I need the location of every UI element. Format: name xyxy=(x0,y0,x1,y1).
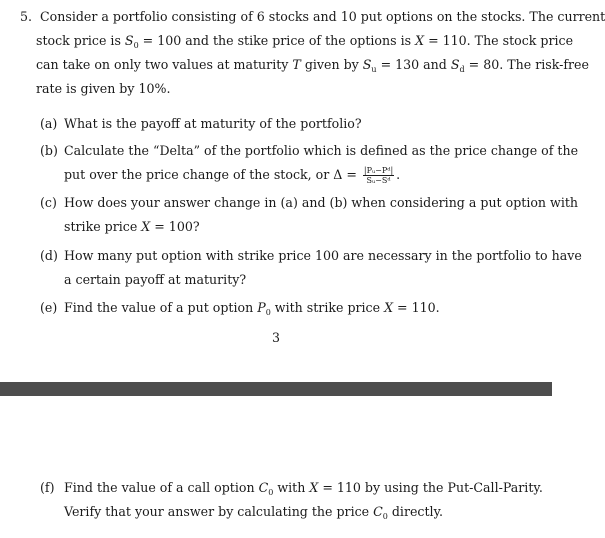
var-x: X xyxy=(309,480,319,495)
fraction-numerator: |Pᵤ−Pᵈ| xyxy=(363,166,394,175)
question-text: Calculate the “Delta” of the portfolio which is defined as the price change of the xyxy=(64,143,579,158)
var-x: X xyxy=(415,33,425,48)
var-t: T xyxy=(292,57,301,72)
sub-u: u xyxy=(371,65,377,74)
question-e xyxy=(40,296,524,320)
question-text: = 110. xyxy=(393,300,440,315)
problem-line-2 xyxy=(20,29,574,53)
question-body xyxy=(64,244,582,292)
question-text: a certain payoff at maturity? xyxy=(64,272,247,287)
question-text-line2 xyxy=(64,215,524,239)
question-label: (b) xyxy=(40,143,58,158)
problem-text-3c: = 130 and xyxy=(376,57,451,72)
question-text-line2 xyxy=(64,163,524,187)
sub-0: 0 xyxy=(382,512,388,521)
var-x: X xyxy=(141,219,151,234)
var-p: P xyxy=(257,300,266,315)
var-s: S xyxy=(124,33,134,48)
question-body xyxy=(64,191,579,239)
question-text: = 110 by using the Put-Call-Parity. xyxy=(318,480,543,495)
question-f xyxy=(40,476,543,524)
problem-text-2c: = 110. The stock price xyxy=(424,33,574,48)
question-b xyxy=(40,139,579,187)
question-a xyxy=(40,112,524,136)
question-label: (e) xyxy=(40,300,58,315)
question-body xyxy=(64,139,579,187)
var-c: C xyxy=(258,480,269,495)
question-label: (a) xyxy=(40,116,58,131)
page-number: 3 xyxy=(271,330,280,345)
problem-text-2a: stock price is xyxy=(36,33,125,48)
sub-0: 0 xyxy=(133,41,139,50)
problem-text-4: rate is given by 10%. xyxy=(36,81,171,96)
question-text-line2 xyxy=(64,500,524,524)
problem-line-1 xyxy=(20,5,605,29)
question-text: What is the payoff at maturity of the portfolio? xyxy=(64,116,362,131)
sub-0: 0 xyxy=(268,488,274,497)
page-bottom xyxy=(0,396,552,538)
question-text: Verify that your answer by calculating the price xyxy=(64,504,374,519)
question-text-line xyxy=(64,296,524,320)
problem-line-3 xyxy=(20,53,589,77)
question-c xyxy=(40,191,579,239)
problem-line-4 xyxy=(20,77,524,101)
question-text: . xyxy=(396,167,401,182)
var-su: S xyxy=(362,57,372,72)
problem-text-1: Consider a portfolio consisting of 6 stocks and 10 put options on the stocks. The current xyxy=(40,9,605,24)
sub-d: d xyxy=(459,65,465,74)
question-text: with strike price xyxy=(270,300,385,315)
problem-statement xyxy=(20,5,605,101)
question-label: (d) xyxy=(40,248,58,263)
sub-0: 0 xyxy=(265,308,271,317)
question-text: directly. xyxy=(387,504,444,519)
question-text: strike price xyxy=(64,219,142,234)
var-sd: S xyxy=(450,57,460,72)
problem-number: 5. xyxy=(20,9,33,24)
problem-text-3b: given by xyxy=(300,57,363,72)
question-text: Find the value of a call option xyxy=(64,480,259,495)
question-text: with xyxy=(273,480,310,495)
problem-text-3d: = 80. The risk-free xyxy=(464,57,589,72)
question-label: (c) xyxy=(40,195,57,210)
problem-text-2b: = 100 and the stike price of the options is xyxy=(138,33,416,48)
question-label: (f) xyxy=(40,480,55,495)
question-text-line1 xyxy=(64,476,543,500)
question-body xyxy=(64,112,524,136)
question-d xyxy=(40,244,582,292)
problem-text-3a: can take on only two values at maturity xyxy=(36,57,293,72)
var-x: X xyxy=(384,300,394,315)
question-body xyxy=(64,296,524,320)
question-text: = 100? xyxy=(150,219,200,234)
fraction-denominator: Sᵤ−Sᵈ xyxy=(366,176,391,185)
question-text: How does your answer change in (a) and (b) when considering a put option with xyxy=(64,195,579,210)
page-separator xyxy=(0,382,552,396)
question-text: How many put option with strike price 100 are necessary in the portfolio to have xyxy=(64,248,582,263)
question-text: Find the value of a put option xyxy=(64,300,258,315)
question-body xyxy=(64,476,543,524)
question-text: put over the price change of the stock, or Δ = xyxy=(64,167,361,182)
delta-fraction xyxy=(363,166,394,185)
var-c: C xyxy=(373,504,383,519)
